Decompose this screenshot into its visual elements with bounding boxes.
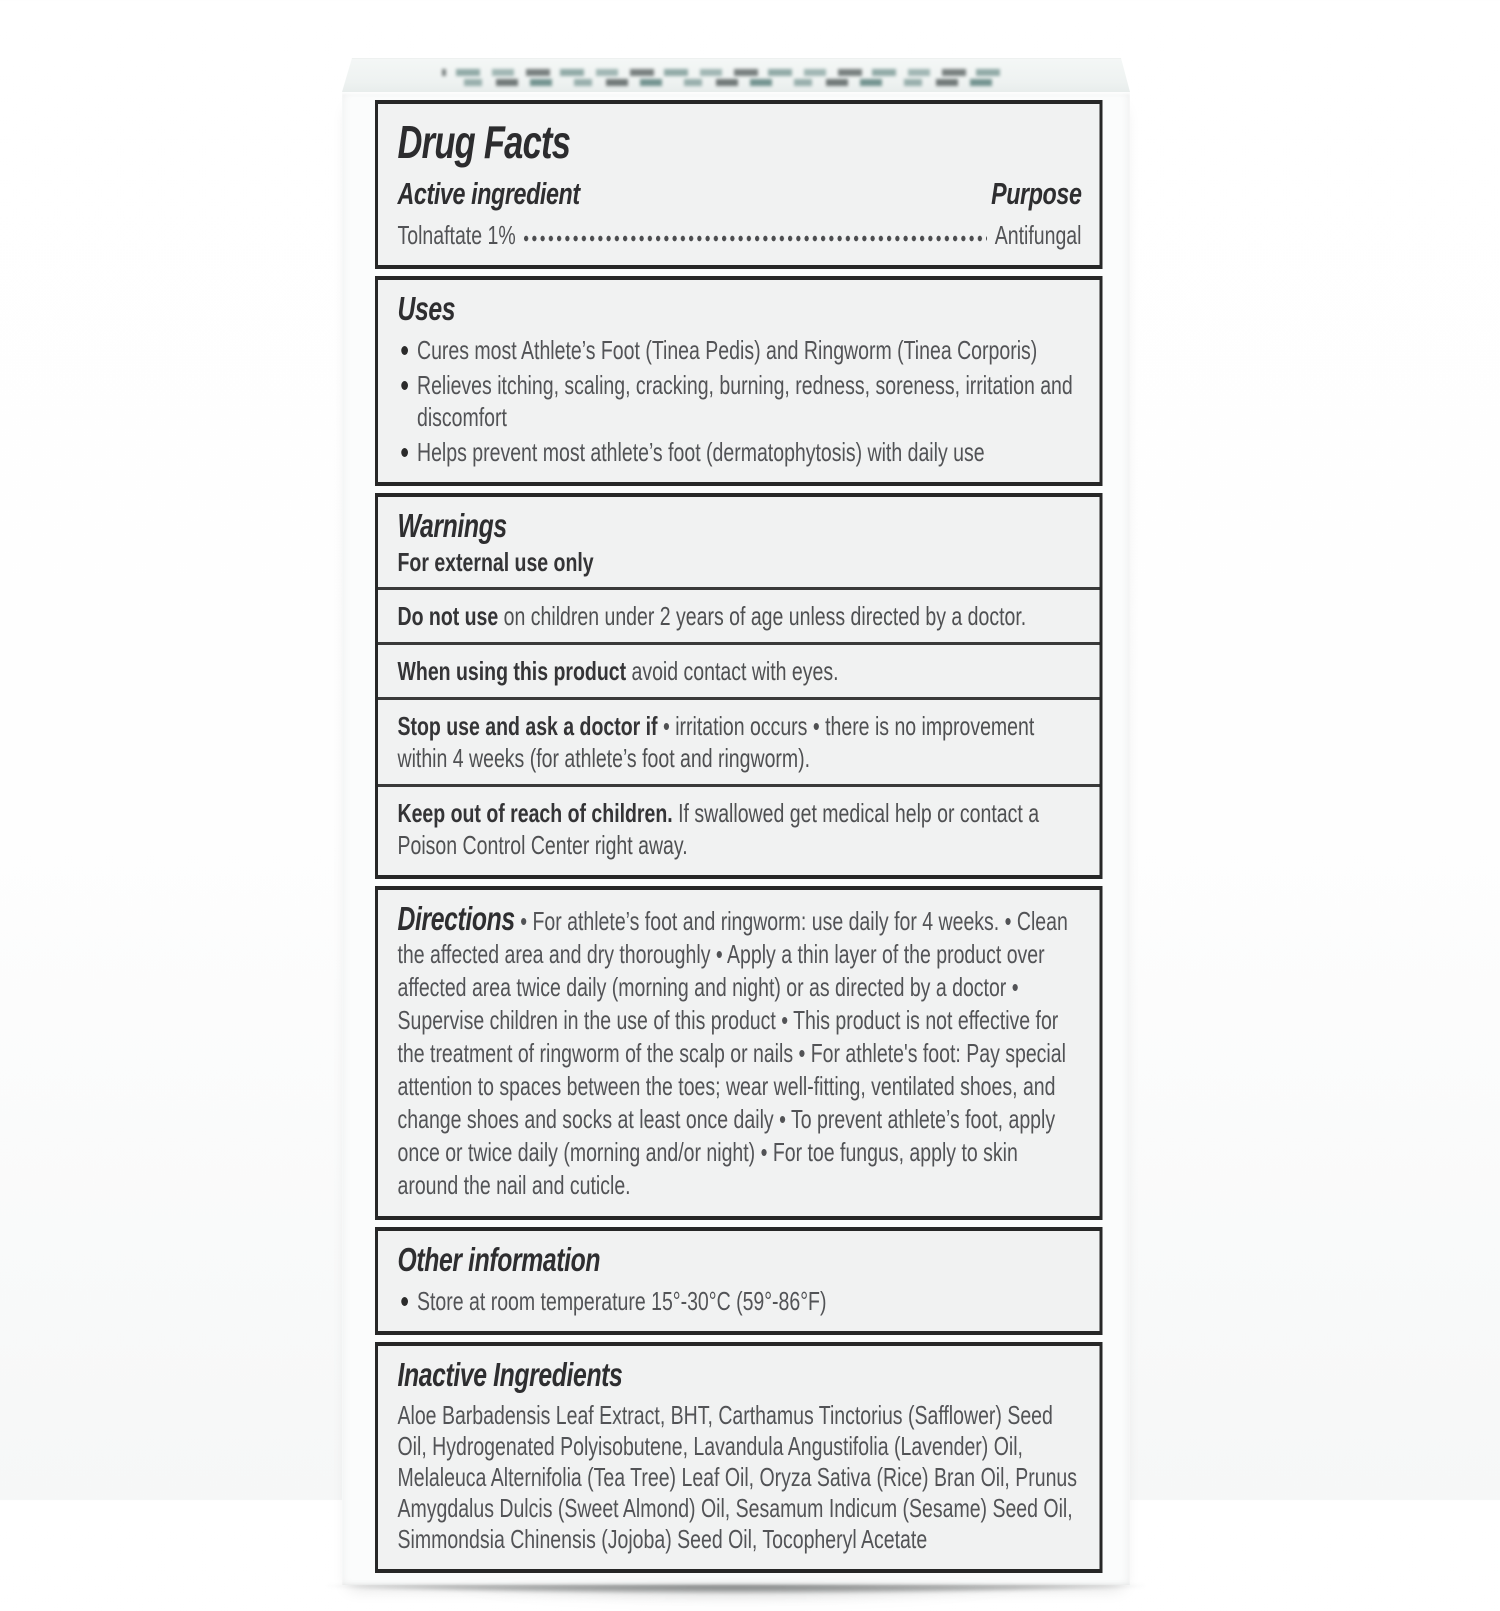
warning-lead: When using this product bbox=[397, 656, 627, 687]
drug-facts-title: Drug Facts bbox=[397, 116, 571, 168]
drug-facts-panel bbox=[375, 100, 1103, 1573]
uses-item: Relieves itching, scaling, cracking, burning, redness, soreness, irritation and discomfort bbox=[398, 369, 1082, 433]
top-flap-flipped-printing bbox=[442, 65, 1000, 86]
dotted-leader bbox=[523, 235, 987, 242]
purpose-heading: Purpose bbox=[991, 176, 1082, 212]
warning-divider bbox=[378, 642, 1100, 645]
active-ingredient-header-row bbox=[398, 176, 1082, 212]
warning-lead: Stop use and ask a doctor if bbox=[397, 711, 658, 742]
warning-block-when-using bbox=[398, 655, 1082, 687]
section-other-information bbox=[375, 1227, 1103, 1335]
uses-item: Helps prevent most athlete’s foot (dermatophytosis) with daily use bbox=[398, 436, 1082, 468]
warning-divider bbox=[378, 697, 1100, 700]
box-top-flap bbox=[342, 58, 1130, 92]
section-warnings bbox=[375, 493, 1103, 879]
warning-divider bbox=[378, 784, 1100, 787]
directions-heading: Directions bbox=[397, 900, 515, 938]
warning-lead: Do not use bbox=[397, 601, 499, 632]
external-use-note: For external use only bbox=[397, 547, 594, 578]
uses-heading: Uses bbox=[397, 290, 456, 328]
other-information-heading: Other information bbox=[397, 1241, 601, 1279]
box-bottom-soft-shadow bbox=[348, 1585, 1124, 1611]
warning-text: • irritation occurs • there is no improvement within 4 weeks (for athlete’s foot and ringworm). bbox=[397, 711, 1035, 774]
flap-print-line-1 bbox=[442, 79, 1000, 86]
inactive-ingredients-text: Aloe Barbadensis Leaf Extract, BHT, Carthamus Tinctorius (Safflower) Seed Oil, Hydrogenated Polyisobutene, Lavandula Angustifolia (Lavender) Oil, Melaleuca Alternifolia (Tea Tree) Leaf Oil, Oryza Sativa (Rice) Bran Oil, Prunus Amygdalus Dulcis (Sweet Almond) Oil, Sesamum Indicum (Sesame) Seed Oil, Simmondsia Chinensis (Jojoba) Seed Oil, Tocopheryl Acetate bbox=[397, 1400, 1078, 1555]
section-uses bbox=[375, 276, 1103, 486]
box-front-face bbox=[342, 92, 1130, 1585]
uses-list bbox=[398, 334, 1082, 468]
section-directions bbox=[375, 886, 1103, 1220]
uses-item: Cures most Athlete’s Foot (Tinea Pedis) and Ringworm (Tinea Corporis) bbox=[398, 334, 1082, 366]
directions-paragraph bbox=[398, 902, 1082, 1202]
warnings-heading: Warnings bbox=[397, 507, 507, 545]
flap-print-line-2 bbox=[442, 69, 1000, 76]
warning-block-stop-use bbox=[398, 710, 1082, 774]
warning-block-keep-out-of-reach bbox=[398, 797, 1082, 861]
warning-text: on children under 2 years of age unless directed by a doctor. bbox=[498, 601, 1027, 632]
warning-block-do-not-use bbox=[398, 600, 1082, 632]
other-information-list bbox=[398, 1285, 1082, 1317]
warning-text: If swallowed get medical help or contact a Poison Control Center right away. bbox=[397, 798, 1040, 861]
active-ingredient-name: Tolnaftate 1% bbox=[397, 220, 516, 251]
active-ingredient-heading: Active ingredient bbox=[397, 176, 580, 212]
storage-note: Store at room temperature 15°-30°C (59°-86°F) bbox=[398, 1285, 1082, 1317]
warning-text: avoid contact with eyes. bbox=[626, 656, 839, 687]
product-box-back bbox=[342, 58, 1130, 1585]
inactive-ingredients-heading: Inactive Ingredients bbox=[397, 1356, 623, 1394]
warning-lead: Keep out of reach of children. bbox=[397, 798, 673, 829]
directions-text: • For athlete’s foot and ringworm: use daily for 4 weeks. • Clean the affected area and dry thoroughly • Apply a thin layer of the product over affected area twice daily (morning and night) or as directed by a doctor • Supervise children in the use of this product • This product is not effective for the treatment of ringworm of the scalp or nails • For athlete's foot: Pay special attention to spaces between the toes; wear well-fitting, ventilated shoes, and change shoes and socks at least once daily • To prevent athlete’s foot, apply once or twice daily (morning and/or night) • For toe fungus, apply to skin around the nail and cuticle. bbox=[397, 906, 1068, 1201]
purpose-value: Antifungal bbox=[994, 220, 1082, 251]
warning-divider bbox=[378, 587, 1100, 590]
active-ingredient-row bbox=[398, 220, 1082, 251]
section-active-ingredient bbox=[375, 100, 1103, 269]
section-inactive-ingredients bbox=[375, 1342, 1103, 1573]
